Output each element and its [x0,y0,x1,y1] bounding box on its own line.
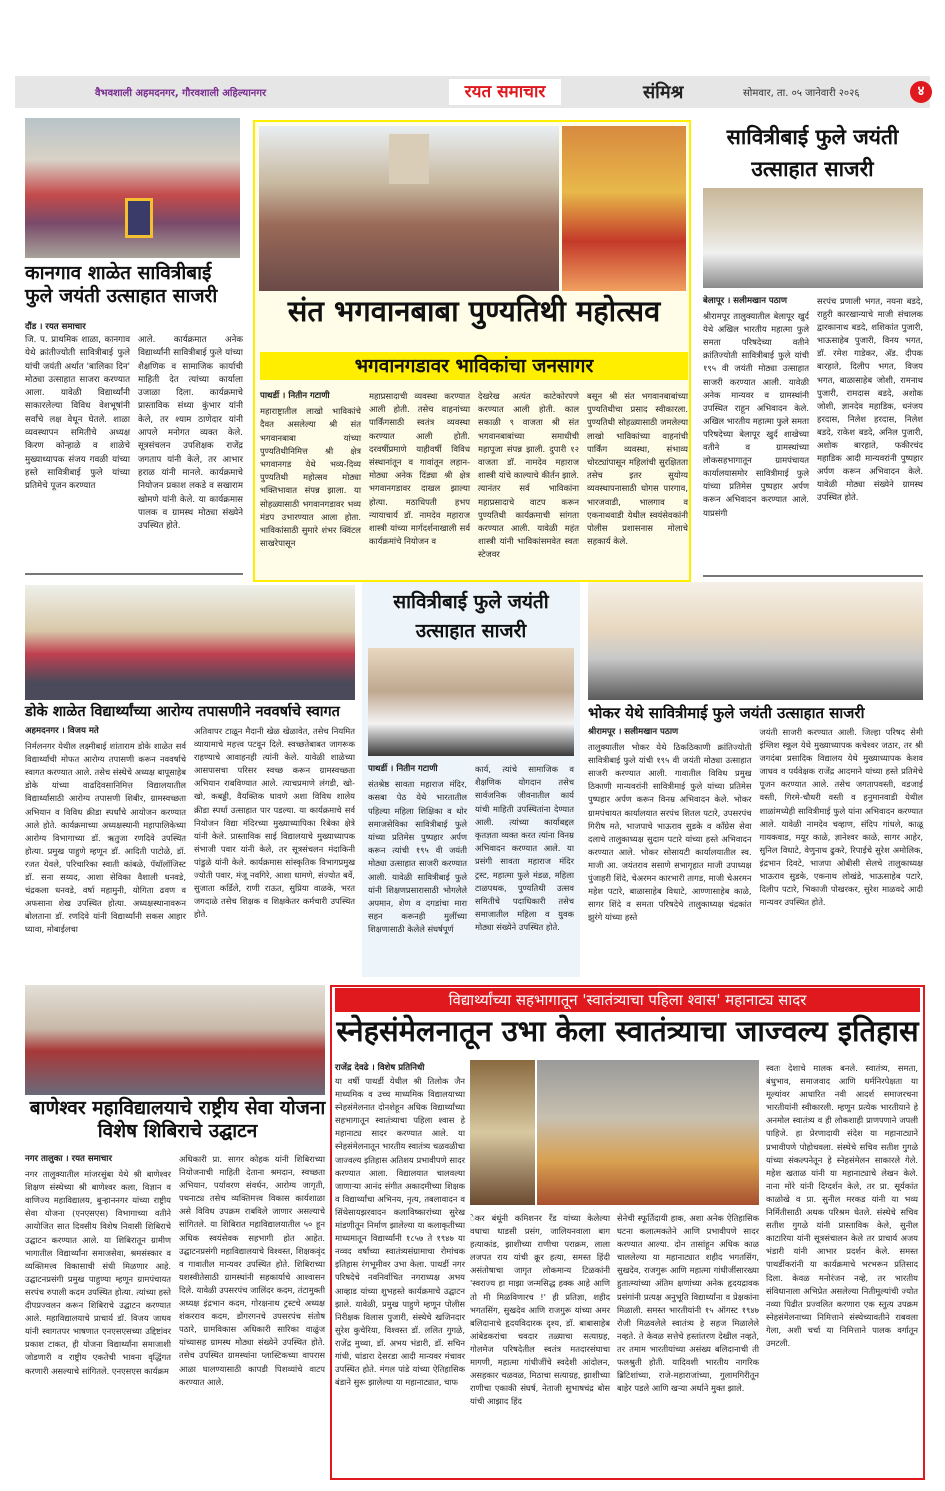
belapur-byline: बेलापूर । सलीमखान पठाण [703,296,788,306]
belapur-article [703,295,923,520]
section-title: संमिश्र [643,82,684,103]
bhokar-photo [588,582,923,700]
belapur-photo [703,188,923,288]
issue-date: सोमवार, ता. ०५ जानेवारी २०२६ [743,88,860,99]
bhokar-col1: तालुक्यातील भोकर येथे ठिकठिकाणी क्रांतिज्योती सावित्रीबाई फुले यांची १९५ वी जयंती मोठ्या उत्साहात साजरी करण्यात आली. गावातील विविध प्रमुख ठिकाणी मान्यवरांनी सावित्रीमाई फुले यांच्या प्रतिमेस पुष्पहार अर्पण करून विनम्र अभिवादन केले. भोकर ग्रामपंचायत कार्यालयात सरपंच शितल पटारे, उपसरपंच गिरीष मते, भाजपाचे भाऊराव सुडके व काँग्रेस सेवा दलाचे तालुकाध्यक्ष सुदाम पटारे यांच्या हस्ते अभिवादन करण्यात आले. भोकर सोसायटी कार्यालयातील स्व. माजी आ. जयंतराव ससाणे सभागृहात माजी उपाध्यक्ष पुंजाहरी शिंदे, चेअरमन कारभारी तागड, माजी चेअरमन महेश पटारे, बाळासाहेब विधाटे, आण्णासाहेब काळे, सागर शिंदे व समता परिषदेचे तालुकाध्यक्ष चंद्रकांत झुरंगे यांच्या हस्ते [588,742,752,923]
snehsammelan-col3: सेनेची स्फूर्तिदायी हाक, अशा अनेक ऐतिहासिक घटना कलात्मकतेने आणि प्रभावीपणे सादर करण्यात आल्या. दोन तासांहून अधिक काळ चाललेल्या या महानाट्यात शहीद भगतसिंग, सुखदेव, राजगुरू आणि महात्मा गांधीजींसारख्या हुतात्म्यांच्या अंतिम क्षणांच्या अनेक हृदयद्रावक प्रसंगांनी प्रत्यक्ष अनुभूति विद्यार्थ्यांना व प्रेक्षकांना मिळाली. समस्त भारतीयांनी १५ ऑगस्ट १९४७ रोजी मिळवलेले स्वातंत्र्य हे सहज मिळालेले नव्हते. ते केवळ सत्तेचे हस्तांतरण देखील नव्हते, तर तमाम भारतीयांच्या असंख्य बलिदानाची ती फलश्रुती होती. यादिवशी भारतीय नागरिक ब्रिटिशांच्या, राजे-महाराजांच्या, गुलामगिरीतून बाहेर पडले आणि खऱ्या अर्थाने मुक्त झाले. [617,1213,759,1394]
divider [25,573,243,575]
snehsammelan-byline: राजेंद्र देवढे । विशेष प्रतिनिधी [335,1063,425,1073]
snehsammelan-stage-photo [537,1060,759,1205]
snehsammelan-headline: स्नेहसंमेलनातून उभा केला स्वातंत्र्याचा जाज्वल्य इतिहास [336,1014,919,1048]
bhagwanbaba-article [260,390,688,562]
page-number-badge: ४ [910,81,932,103]
bhokar-byline: श्रीरामपूर । सलीमखान पठाण [588,727,679,737]
belapur-headline: सावित्रीबाई फुले जयंती उत्साहात साजरी [726,125,899,181]
baneshwar-photo [25,985,325,1095]
bhagwanbaba-col3: देखरेख अत्यंत काटेकोरपणे करण्यात आली होती. काल सकाळी ९ वाजता श्री संत भगवानबाबांच्या समाधीची महापूजा संपन्न झाली. दुपारी १२ वाजता डॉ. नामदेव महाराज शास्त्री यांचे काल्याचे कीर्तन झाले. त्यानंतर सर्व भाविकांना महाप्रसादाचे वाटप करून पुण्यतिथी कार्यक्रमाची सांगता करण्यात आली. यावेळी महंत शास्त्री यांनी भाविकांसमवेत स्वतः स्टेजवर [478,391,579,560]
snehsammelan-actor-photo [470,1060,535,1205]
snehsammelan-col1: या वर्षी पाथर्डी येथील श्री तिलोक जैन माध्यमिक व उच्च माध्यमिक विद्यालयाच्या स्नेहसंमेलनात दोनशेहून अधिक विद्यार्थ्यांच्या सहभागातून स्वातंत्र्याचा पहिला श्वास हे महानाट्य सादर करण्यात आले. या स्नेहसंमेलनातून भारतीय स्वातंत्र्य चळवळीचा जाज्वल्य इतिहास अतिशय प्रभावीपणे सादर करण्यात आला. विद्यालयात चालवल्या जाणाऱ्या आनंद संगीत अकादमीच्या शिक्षक व विद्यार्थ्यांचा अभिनय, नृत्य, तबलावादन व सिंथेसायझरवादन कलाविष्कारांच्या सुरेख मांडणीतून निर्माण झालेल्या या कलाकृतीच्या माध्यमातून विद्यार्थ्यांनी १८५७ ते १९४७ या नव्वद वर्षांच्या स्वातंत्र्यसंग्रामाचा रोमांचक इतिहास रंगभूमीवर उभा केला. पाथर्डी नगर परिषदेचे नवनिर्वाचित नगराध्यक्ष अभय आव्हाड यांच्या शुभहस्ते कार्यक्रमाचे उद्घाटन झाले. यावेळी, प्रमुख पाहुणे म्हणून पोलीस निरीक्षक विलास पुजारी, संस्थेचे खजिनदार सुरेश कुचेरिया, विश्वस्त डॉ. ललित गुगळे, राजेंद्र मुथ्था, डॉ. अभय भंडारी, डॉ. सचिन गांधी, धांडारा देसरडा आदी मान्यवर मंचावर उपस्थित होते. मंगल पांडे यांच्या ऐतिहासिक बंडाने सुरू झालेल्या या महानाट्यात, चाफ [335,1076,465,1388]
bhokar-col2: जयंती साजरी करण्यात आली. जिल्हा परिषद सेमी इंग्लिश स्कूल येथे मुख्याध्यापक कचेश्वर जठार, तर श्री जगदंबा प्रसादिक विद्यालय येथे मुख्याध्यापक केशव जाधव व पर्यवेक्षक राजेंद्र आदमाने यांच्या हस्ते प्रतिमेचे पूजन करण्यात आले. तसेच जगतापवस्ती, वडजाई वस्ती, गिरमे-चौधरी वस्ती व हनुमानवाडी येथील शाळांमध्येही सावित्रीमाई फुले यांना अभिवादन करण्यात आले. यावेळी नामदेव चव्हाण, संदिप गांधले, काळू गायकवाड, मयूर काळे, ज्ञानेश्वर काळे, सागर आहेर, सुनिल विधाटे, वेणुनाथ ढुकरे, रिपाईचे सुरेश अमोलिक, इंद्रभान दिवटे, भाजपा ओबीसी सेलचे तालुकाध्यक्ष भाऊराव सुडके, एकनाथ लोखंडे, भाऊसाहेब पटारे, दिलीप पटारे, भिकाजी पोखरकर, सुरेश माळवदे आदी मान्यवर उपस्थित होते. [759,727,923,908]
doke-article [25,725,355,937]
kangaon-headline: कानगाव शाळेत सावित्रीबाई फुले जयंती उत्साहात साजरी [25,262,218,307]
bhagwanbaba-statue-photo [562,126,686,291]
newspaper-brand: रयत समाचार [449,79,561,105]
baneshwar-col1: नगर तालुक्यातील मांजरसुंबा येथे श्री बाणेश्वर शिक्षण संस्थेच्या श्री बाणेश्वर कला, विज्ञान व वाणिज्य महाविद्यालय, बुऱ्हाननगर यांच्या राष्ट्रीय सेवा योजना (एनएसएस) विभागाच्या वतीने आयोजित सात दिवसीय विशेष निवासी शिबिराचे उद्घाटन करण्यात आले. या शिबिरातून ग्रामीण भागातील विद्यार्थ्यांना समाजसेवा, श्रमसंस्कार व व्यक्तिमत्त्व विकासाची संधी मिळणार आहे. उद्घाटनप्रसंगी प्रमुख पाहुण्या म्हणून ग्रामपंचायत सरपंच रुपाली कदम उपस्थित होत्या. त्यांच्या हस्ते दीपप्रज्वलन करून शिबिराचे उद्घाटन करण्यात आले. महाविद्यालयाचे प्राचार्य डॉ. विजय जाधव यांनी स्वागतपर भाषणात एनएसएसच्या उद्दिष्टांवर प्रकाश टाकत, ही योजना विद्यार्थ्यांना समाजाशी जोडणारी व राष्ट्रीय एकतेची भावना वृद्धिंगत करणारी असल्याचे सांगितले. एनएसएस कार्यक्रम [25,1169,171,1376]
page-header [15,76,930,108]
temple-icon [389,134,429,184]
bhagwanbaba-col1: महाराष्ट्रातील लाखो भाविकांचे दैवत असलेल्या श्री संत भगवानबाबा यांच्या पुण्यतिथीनिमित्त श्री क्षेत्र भगवानगड येथे भव्य-दिव्य पुण्यतिथी महोत्सव मोठ्या भक्तिभावात संपन्न झाला. या सोहळ्यासाठी भगवानगडावर भव्य मंडप उभारण्यात आला होता. भाविकांसाठी सुमारे शंभर क्विंटल साखरेपासून [260,406,361,549]
doke-byline: अहमदनगर । विजय मते [25,726,99,736]
kangaon-col1: जि. प. प्राथमिक शाळा, कानगाव येथे क्रांतीज्योती सावित्रीबाई फुले यांची जयंती अर्थात 'बालिका दिन' मोठ्या उत्साहात साजरा करण्यात आला. यावेळी विद्यार्थ्यांनी साकारलेल्या विविध वेशभूषांनी सर्वांचे लक्ष वेधून घेतले. शाळा व्यवस्थापन समितीचे अध्यक्ष किरण कोन्हाळे व शाळेचे मुख्याध्यापक संजय गवळी यांच्या हस्ते सावित्रीबाई फुले यांच्या प्रतिमेचे पूजन करण्यात [25,335,130,492]
pathardi-col2: कार्य, त्यांचे सामाजिक व शैक्षणिक योगदान तसेच सार्वजनिक जीवनातील कार्य यांची माहिती उपस्थितांना देण्यात आली. त्यांच्या कार्याबद्दल कृतज्ञता व्यक्त करत त्यांना विनम्र अभिवादन करण्यात आले. या प्रसंगी सावता महाराज मंदिर ट्रस्ट, महात्मा फुले मंडळ, महिला टाळपथक, पुण्यतिथी उत्सव समितीचे पदाधिकारी तसेच समाजातील महिला व युवक मोठ्या संख्येने उपस्थित होते. [475,764,574,933]
belapur-col2: सरपंच प्रणाली भगत, नयना बडदे, राहुरी कारखान्याचे माजी संचालक द्वारकानाथ बडदे, शशिकांत पुजारी, भाऊसाहेब पुजारी, विनय भगत, डॉ. रमेश गाडेकर, अ‍ॅड. दीपक बारहाते, दिलीप भगत, विजय भगत, बाळासाहेब जोशी, रामनाथ पुजारी, रामदास बडदे, अशोक जोशी, ज्ञानदेव महाडिक, धनंजय हरदास, निलेश हरदास, निलेश बडदे, राकेश बडदे, अनिल पुजारी, अशोक बारहाते, फकीरचंद महाडिक आदी मान्यवरांनी पुष्पहार अर्पण करून अभिवादन केले. यावेळी मोठ्या संख्येने ग्रामस्थ उपस्थित होते. [817,296,923,503]
pathardi-headline: सावित्रीबाई फुले जयंती उत्साहात साजरी [393,591,549,642]
baneshwar-byline: नगर तालुका । रयत समाचार [25,1154,112,1164]
pathardi-article [368,763,574,937]
kangaon-photo [25,118,240,258]
baneshwar-headline: बाणेश्वर महाविद्यालयाचे राष्ट्रीय सेवा योजना विशेष शिबिराचे उद्घाटन [29,1097,326,1142]
bhokar-headline: भोकर येथे सावित्रीमाई फुले जयंती उत्साहात साजरी [588,704,865,722]
portrait-frame-icon [125,198,153,238]
bhagwanbaba-subhead: भगवानगडावर भाविकांचा जनसागर [260,352,688,380]
doke-col2: अतिवापर टाळून मैदानी खेळ खेळावेत, तसेच नियमित व्यायामाचे महत्त्व पटवून दिले. स्वच्छतेबाबत जागरूक राहण्याचे आवाहनही त्यांनी केले. यावेळी शाळेच्या आसपासचा परिसर स्वच्छ करून ग्रामस्वच्छता अभियान राबविण्यात आले. त्याचप्रमाणे लंगडी, खो-खो, कबड्डी, वैयक्तिक धावणे अशा विविध शालेय क्रीडा स्पर्धा उत्साहात पार पडल्या. या कार्यक्रमाचे सर्व नियोजन विद्या मंदिरच्या मुख्याध्यापिका रिबेका क्षेत्रे यांनी केले. प्रास्ताविक साई विद्यालयाचे मुख्याध्यापक संभाजी पवार यांनी केले, तर सूत्रसंचलन मंदाकिनी पांडुळे यांनी केले. कार्यक्रमास सांस्कृतिक विभागप्रमुख ज्योती पवार, मंजू नवगिरे, आशा धामणे, संज्योत बर्वे, सुजाता कर्डिले, राणी राऊत, सुप्रिया वाळके, भरत जगदाळे तसेच शिक्षक व शिक्षकेतर कर्मचारी उपस्थित होते. [194,726,355,920]
kangaon-article [25,321,243,533]
doke-photo [25,585,355,700]
bhagwanbaba-headline: संत भगवानबाबा पुण्यतिथी महोत्सव [287,294,661,328]
bhagwanbaba-col4: बसून श्री संत भगवानबाबांच्या पुण्यतिथीचा प्रसाद स्वीकारला. पुण्यतिथी सोहळ्यासाठी जमलेल्या लाखो भाविकांच्या वाहनांची पार्किंग व्यवस्था, संभाव्य चोरट्यांपासून महिलांची सुरक्षितता तसेच इतर सुयोग्य व्यवस्थापनासाठी घोगस पारगाव, भारजवाडी, भालगाव व एकनाथवाडी येथील स्वयंसेवकांनी पोलीस प्रशासनास मोलाचे सहकार्य केले. [587,391,688,547]
bhokar-article [588,726,923,924]
belapur-col1: श्रीरामपूर तालुक्यातील बेलापूर खुर्द येथे अखिल भारतीय महात्मा फुले समता परिषदेच्या वतीने क्रांतिज्योती सावित्रीबाई फुले यांची १९५ वी जयंती मोठ्या उत्साहात साजरी करण्यात आली. यावेळी अनेक मान्यवर व ग्रामस्थांनी उपस्थित राहून अभिवादन केले. अखिल भारतीय महात्मा फुले समता परिषदेच्या बेलापूर खुर्द शाखेच्या वतीने व ग्रामस्थांच्या लोकसहभागातून ग्रामपंचायत कार्यालयासमोर सावित्रीमाई फुले यांच्या प्रतिमेस पुष्पहार अर्पण करून अभिवादन करण्यात आले. याप्रसंगी [703,311,809,518]
bhagwanbaba-byline: पाथर्डी । नितीन गटाणी [260,391,330,401]
tagline: वैभवशाली अहमदनगर, गौरवशाली अहिल्यानगर [95,88,267,99]
snehsammelan-article [335,1062,465,1389]
snehsammelan-col2: ेकर बंधूंनी कमिशनर रँड यांच्या केलेल्या वधाचा धाडसी प्रसंग, जालियनवाला बाग हत्याकांड, झाशीच्या राणीचा पराक्रम, लाला लजपत राय यांची क्रूर हत्या, समस्त हिंदी असंतोषाचा जागृत लोकमान्य टिळकांनी 'स्वराज्य हा माझा जन्मसिद्ध हक्क आहे आणि तो मी मिळविणारच !' ही प्रतिज्ञा, शहीद भगतसिंग, सुखदेव आणि राजगुरू यांच्या अमर बलिदानाचे हृदयविदारक दृश्य, डॉ. बाबासाहेब आंबेडकरांचा चवदार तळ्याचा सत्याग्रह, गोलमेज परिषदेतील स्वतंत्र मतदारसंघाचा मागणी, महात्मा गांधीजींचे स्वदेशी आंदोलन, असहकार चळवळ, मिठाचा सत्याग्रह, झाशीच्या राणीचा एकाकी संघर्ष, नेताजी सुभाषचंद्र बोस यांची आझाद हिंद [470,1213,610,1407]
doke-headline: डोके शाळेत विद्यार्थ्यांच्या आरोग्य तपासणीने नववर्षाचे स्वागत [25,704,340,720]
pathardi-photo [368,648,574,756]
pathardi-byline: पाथर्डी । नितीन गटाणी [368,764,438,774]
snehsammelan-kicker: विद्यार्थ्यांच्या सहभागातून 'स्वातंत्र्याचा पहिला श्वास' महानाट्य सादर [335,988,920,1012]
baneshwar-article [25,1153,325,1389]
bhagwanbaba-col2: महाप्रसादाची व्यवस्था करण्यात आली होती. तसेच वाहनांच्या पार्किंगसाठी स्वतंत्र व्यवस्था करण्यात आली होती. दरवर्षीप्रमाणे याहीवर्षी विविध संस्थानांतून व गावांतून लहान-मोठ्या अनेक दिंड्या श्री क्षेत्र भगवानगडावर दाखल झाल्या होत्या. मठाधिपती हभप न्यायाचार्य डॉ. नामदेव महाराज शास्त्री यांच्या मार्गदर्शनाखाली सर्व कार्यक्रमांचे नियोजन व [369,391,470,547]
snehsammelan-col4: स्वतः देशाचे मालक बनले. स्वातंत्र्य, समता, बंधुभाव, समाजवाद आणि धर्मनिरपेक्षता या मूल्यांवर आधारित नवी आदर्श समाजरचना भारतीयांनी स्वीकारली. म्हणून प्रत्येक भारतीयाने हे अनमोल स्वातंत्र्य व ही लोकशाही प्राणपणाने जपली पाहिजे. हा प्रेरणादायी संदेश या महानाट्याने प्रभावीपणे पोहोचवला. संस्थेचे सचिव सतीश गुगळे यांच्या संकल्पनेतून हे स्नेहसंमेलन साकारले गेले. महेश खताळ यांनी या महानाट्याचे लेखन केले. नाना मोरे यांनी दिग्दर्शन केले, तर प्रा. सूर्यकांत काळोखे व प्रा. सुनील मरकड यांनी या भव्य निर्मितीसाठी अथक परिश्रम घेतले. संस्थेचे सचिव सतीश गुगळे यांनी प्रास्ताविक केले, सुनील काटारिया यांनी सूत्रसंचालन केले तर प्राचार्य अजय भंडारी यांनी आभार प्रदर्शन केले. समस्त पाथर्डीकरांनी या कार्यक्रमाचे भरभरून प्रतिसाद दिला. केवळ मनोरंजन नव्हे, तर भारतीय संविधानाला अभिप्रेत असलेल्या नितीमूल्यांची ज्योत नव्या पिढीत प्रज्वलित करणारा एक स्तुत्य उपक्रम स्नेहसंमेलनाच्या निमित्ताने संस्थेच्यावतीने राबवला गेला, अशी चर्चा या निमित्ताने पालक वर्गातून उमटली. [766,1063,918,1348]
bhagwanbaba-crowd-photo [259,126,559,291]
kangaon-byline: दौंड । रयत समाचार [25,322,86,332]
doke-col1: निर्मलनगर येथील लक्ष्मीबाई शांताराम डोके शाळेत सर्व विद्यार्थ्यांची मोफत आरोग्य तपासणी करून नववर्षाचे स्वागत करण्यात आले. तसेच संस्थेचे अध्यक्ष बापूसाहेब डोके यांच्या वाढदिवसानिमित्त विद्यालयातील विद्यार्थ्यांसाठी आरोग्य तपासणी शिबीर, ग्रामस्वच्छता अभियान व विविध क्रीडा स्पर्धांचे आयोजन करण्यात आले होते. कार्यक्रमाच्या अध्यक्षस्थानी महापालिकेच्या आरोग्य विभागाच्या डॉ. ऋतुजा रणदिवे उपस्थित होत्या. प्रमुख पाहुणे म्हणून डॉ. आदिती पाटोळे, डॉ. रजत येवले, परिचारिका स्वाती कांबळे, पॅथॉलॉजिस्ट डॉ. सना सय्यद, आशा सेविका वैशाली धनवडे, चंद्रकला धनवडे, वर्षा महामुनी, योगिता ढवण व अफसाना शेख उपस्थित होत्या. अध्यक्षस्थानावरून बोलताना डॉ. रणदिवे यांनी विद्यार्थ्यांनी सकस आहार घ्यावा, मोबाईलचा [25,741,186,935]
kangaon-col2: आले. कार्यक्रमात अनेक विद्यार्थ्यांनी सावित्रीबाई फुले यांच्या शैक्षणिक व सामाजिक कार्याची माहिती देत त्यांच्या कार्याला उजाळा दिला. कार्यक्रमाचे प्रास्ताविक संध्या कुंभार यांनी केले, तर श्याम ठाणेदार यांनी आपले मनोगत व्यक्त केले. सूत्रसंचलन उपशिक्षक राजेंद्र जगताप यांनी केले, तर आभार हराळ यांनी मानले. कार्यक्रमाचे नियोजन प्रकाश लकडे व सखाराम खोमणे यांनी केले. या कार्यक्रमास पालक व ग्रामस्थ मोठ्या संख्येने उपस्थित होते. [138,335,243,532]
divider [703,575,923,577]
baneshwar-col2: अधिकारी प्रा. सागर कोहक यांनी शिबिराच्या नियोजनाची माहिती देताना श्रमदान, स्वच्छता अभियान, पर्यावरण संवर्धन, आरोग्य जागृती, पथनाट्य तसेच व्यक्तिमत्त्व विकास कार्यशाळा असे विविध उपक्रम राबविले जाणार असल्याचे सांगितले. या शिबिरात महाविद्यालयातील ५० हून अधिक स्वयंसेवक सहभागी होत आहेत. उद्घाटनप्रसंगी महाविद्यालयाचे विश्वस्त, शिक्षकवृंद व गावातील मान्यवर उपस्थित होते. शिबिराच्या यशस्वीतेसाठी ग्रामस्थांनी सहकार्याचे आश्वासन दिले. यावेळी उपसरपंच जालिंदर कदम, तंटामुक्ती अध्यक्ष इंद्रभान कदम, गोरक्षनाथ ट्रस्टचे अध्यक्ष शंकरराव कदम, डोंगरगनचे उपसरपंच संतोष पठारे, ग्रामविकास अधिकारी सारिका वाळुंज यांच्यासह ग्रामस्थ मोठ्या संख्येने उपस्थित होते. तसेच उपस्थित ग्रामस्थांना प्लास्टिकच्या वापरास आळा घालण्यासाठी कापडी पिशव्यांचे वाटप करण्यात आले. [179,1154,325,1387]
pathardi-col1: संतश्रेष्ठ सावता महाराज मंदिर, कसबा पेठ येथे भारतातील पहिल्या महिला शिक्षिका व थोर समाजसेविका सावित्रीबाई फुले यांच्या प्रतिमेस पुष्पहार अर्पण करून त्यांची १९५ वी जयंती मोठ्या उत्साहात साजरी करण्यात आली. यावेळी सावित्रीबाई फुले यांनी शिक्षणप्रसारासाठी भोगलेले अपमान, शेण व दगडांचा मारा सहन करूनही मुलींच्या शिक्षणासाठी केलेले संघर्षपूर्ण [368,779,467,935]
